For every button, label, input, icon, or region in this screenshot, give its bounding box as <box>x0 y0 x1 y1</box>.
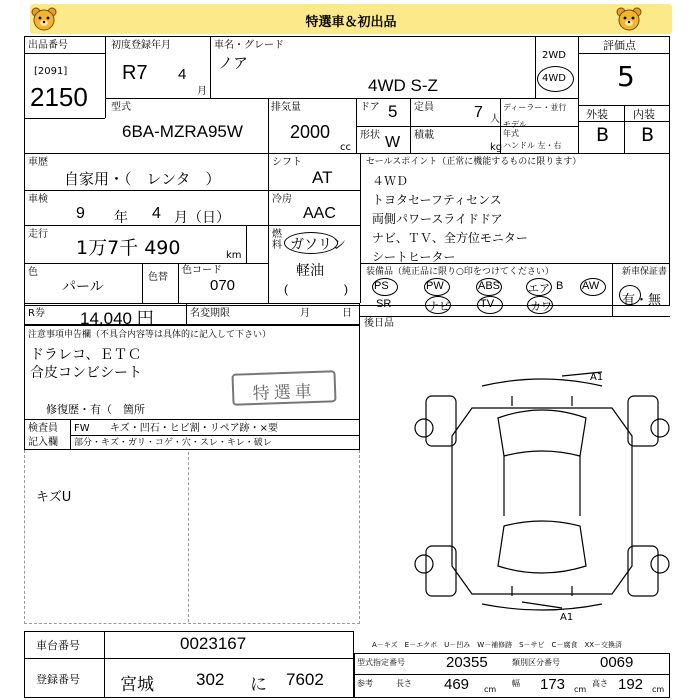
warranty-circle <box>619 285 641 305</box>
header-banner <box>30 4 672 34</box>
reference-label: 参考 <box>357 679 373 688</box>
capacity-unit: 人 <box>490 114 500 125</box>
inspection-label: 車検 <box>28 194 48 205</box>
doors-value: 5 <box>388 102 398 121</box>
equipment-item: ナビ <box>428 301 450 313</box>
class-number-label: 類別区分番号 <box>512 658 560 667</box>
color-code-label: 色コード <box>182 265 222 276</box>
color-change-label: 色替 <box>148 272 168 283</box>
shape-value: W <box>385 134 401 151</box>
warranty-value: 有・無 <box>622 292 662 307</box>
after-items-label: 後日品 <box>364 318 394 329</box>
name-change-day: 日 <box>342 308 352 319</box>
repair-history: 修復歴・有（ 箇所 <box>46 403 145 416</box>
mileage-unit: km <box>226 250 242 261</box>
notes-line-1: ドラレコ、ＥＴＣ <box>30 346 142 362</box>
inspection-month-unit: 月（日） <box>174 209 230 225</box>
capacity-label: 定員 <box>414 102 434 113</box>
stamp-text: 特選車 <box>252 381 317 405</box>
recycle-value: 14,040 円 <box>80 309 154 328</box>
sales-point-item: ４ＷＤ <box>372 174 409 188</box>
exterior-score: B <box>596 124 610 146</box>
chassis-label: 車台番号 <box>36 639 80 652</box>
car-grade: 4WD S-Z <box>368 76 438 95</box>
model-designation-number: 20355 <box>446 654 488 671</box>
handle-label: ハンドル 左・右 <box>503 141 562 150</box>
registration-kana: に <box>250 675 267 694</box>
load-unit: kg <box>490 142 503 153</box>
lot-number: 2150 <box>30 82 88 112</box>
header-title: 特選車＆初出品 <box>305 15 397 30</box>
inspector-note: キズU <box>36 490 72 505</box>
bear-mascot-icon <box>30 6 58 32</box>
interior-label: 内装 <box>633 108 655 121</box>
height-unit: cm <box>652 685 665 694</box>
displacement-label: 排気量 <box>271 102 301 113</box>
registration-place: 宮城 <box>120 675 154 694</box>
recycle-label: R券 <box>28 308 45 319</box>
width-value: 173 <box>540 676 566 693</box>
notes-line-2: 合皮コンビシート <box>30 364 142 380</box>
sales-point-item: ナビ、ＴＶ、全方位モニター <box>372 231 528 245</box>
inspector-sketch-area <box>24 450 360 624</box>
inspector-line-2: 部分・キズ・ガリ・コゲ・穴・スレ・キレ・破レ <box>74 438 272 448</box>
dealer-label: ディーラー・並行 <box>503 103 567 112</box>
ac-value: AAC <box>303 205 336 222</box>
length-unit: cm <box>484 685 497 694</box>
ac-label: 冷房 <box>272 194 292 205</box>
model-designation-label: 型式指定番号 <box>357 658 405 667</box>
first-registration-label: 初度登録年月 <box>111 40 171 51</box>
equipment-extra: B <box>556 280 564 292</box>
inspection-year: 9 <box>76 205 85 222</box>
equipment-item: PW <box>426 280 444 292</box>
sales-point-item: 両側パワースライドドア <box>372 212 503 226</box>
color-value: パール <box>62 278 104 294</box>
width-unit: cm <box>574 685 587 694</box>
equipment-item: AW <box>582 280 600 292</box>
car-name: ノア <box>218 54 249 72</box>
equipment-item: PS <box>374 280 389 292</box>
warranty-label: 新車保証書 <box>622 267 668 277</box>
shift-value: AT <box>312 168 333 187</box>
equipment-item: TV <box>480 298 495 310</box>
interior-score: B <box>641 124 655 146</box>
length-label: 長さ <box>396 679 412 688</box>
drive-4wd: 4WD <box>542 73 566 84</box>
equipment-item: SR <box>376 298 392 310</box>
load-label: 積載 <box>414 130 434 141</box>
damage-legend: A－キズ E－エクボ U－凹み W－補修跡 S－サビ C－腐食 XX－交換済 <box>372 641 623 649</box>
bear-mascot-icon <box>615 6 643 32</box>
fuel-label: 燃料 <box>272 229 282 251</box>
sales-point-item: トヨタセーフティセンス <box>372 193 502 207</box>
history-label: 車歴 <box>28 157 48 168</box>
month-unit: 月 <box>197 86 207 97</box>
car-name-label: 車名・グレード <box>214 40 284 51</box>
height-label: 高さ <box>592 679 608 688</box>
class-number: 0069 <box>600 654 634 671</box>
capacity-value: 7 <box>474 104 483 121</box>
notes-label: 注意事項申告欄（不具合内容等は具体的に記入して下さい） <box>28 330 272 340</box>
equipment-item: カワ <box>530 301 552 313</box>
fuel-gasoline: ガソリン <box>290 236 346 252</box>
name-change-label: 名変期限 <box>190 308 230 319</box>
equipment-label: 装備品（純正品に限り○印をつけてください） <box>366 267 554 277</box>
chassis-number: 0023167 <box>180 634 247 653</box>
damage-mark-rear: A1 <box>560 612 574 623</box>
first-registration-year: R7 <box>122 62 148 84</box>
sales-point-item: シートヒーター <box>372 250 456 264</box>
model-label: 型式 <box>111 102 131 113</box>
model-year-label: モデル 年式 <box>503 120 527 138</box>
equipment-item: ABS <box>478 280 501 292</box>
lot-label: 出品番号 <box>28 40 68 51</box>
inspection-month: 4 <box>152 205 161 222</box>
model-value: 6BA-MZRA95W <box>122 122 243 141</box>
length-value: 469 <box>444 676 470 693</box>
drive-2wd: 2WD <box>542 50 566 61</box>
color-label: 色 <box>28 267 38 278</box>
score-label: 評価点 <box>603 39 636 52</box>
displacement-value: 2000 <box>290 122 331 142</box>
registration-label: 登録番号 <box>36 673 80 686</box>
exterior-label: 外装 <box>586 108 608 121</box>
inspector-fw: FW <box>74 423 90 434</box>
registration-number: 7602 <box>286 670 324 689</box>
first-registration-month: 4 <box>178 66 187 83</box>
shift-label: シフト <box>272 157 302 168</box>
car-body-diagram <box>412 366 674 624</box>
color-code: 070 <box>210 277 236 294</box>
inspector-line-1: キズ・凹石・ヒビ割・リペア跡・×要 <box>110 423 278 434</box>
mileage-value: 1万7千 490 <box>76 237 181 259</box>
inspector-label-1: 検査員 <box>28 423 58 434</box>
history-value: 自家用・（ レンタ ） <box>64 171 221 188</box>
lot-code: [2091] <box>34 66 68 77</box>
width-label: 幅 <box>512 679 520 688</box>
inspector-label-2: 記入欄 <box>28 437 58 448</box>
shape-label: 形状 <box>360 130 380 141</box>
special-selection-stamp <box>231 370 336 406</box>
height-value: 192 <box>618 676 644 693</box>
mileage-label: 走行 <box>28 229 48 240</box>
displacement-unit: cc <box>340 142 351 153</box>
damage-mark-front: A1 <box>590 372 604 383</box>
score-value: 5 <box>617 60 635 93</box>
equipment-item: エア <box>528 283 550 295</box>
name-change-month: 月 <box>300 308 310 319</box>
fuel-diesel: 軽油 <box>296 262 324 278</box>
inspection-year-unit: 年 <box>114 209 128 225</box>
registration-class: 302 <box>196 670 225 689</box>
doors-label: ドア <box>360 102 380 113</box>
sales-points-label: セールスポイント（正常に機能するものに限ります） <box>366 157 582 167</box>
